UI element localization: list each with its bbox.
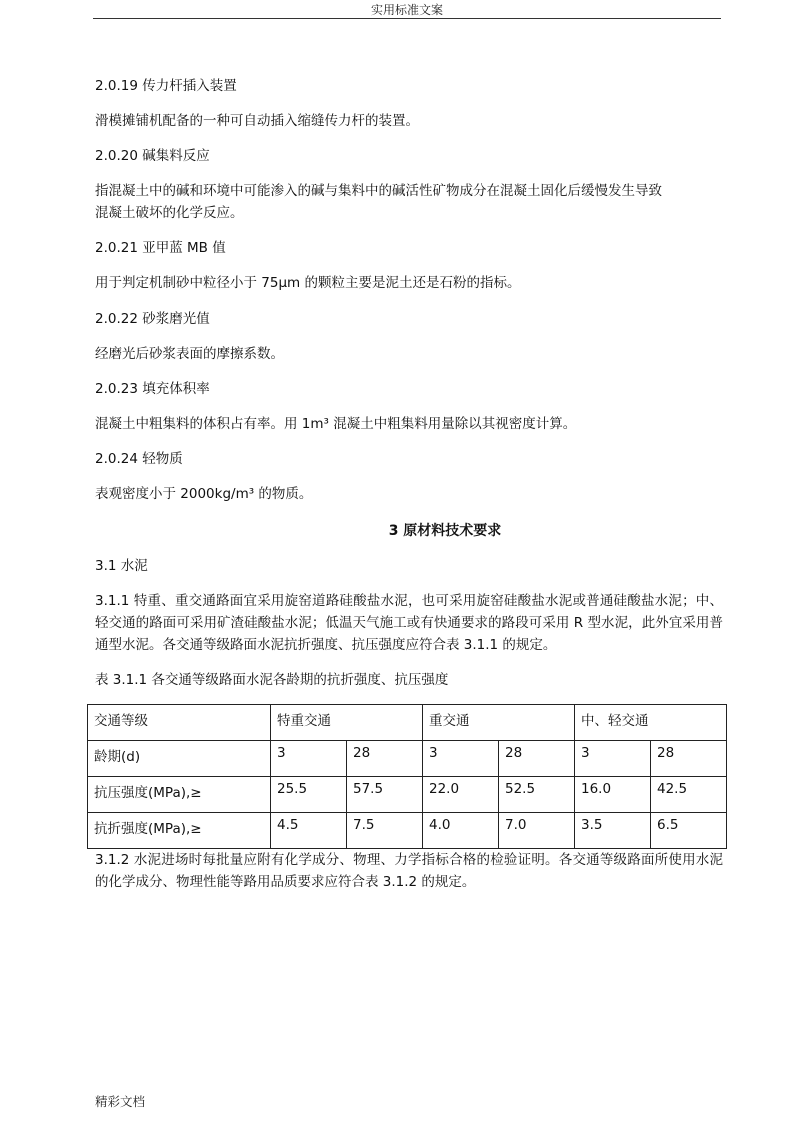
table-cell: 52.5 bbox=[499, 777, 575, 813]
header-cell: 中、轻交通 bbox=[575, 705, 727, 741]
header-rule bbox=[93, 18, 721, 19]
table-row bbox=[88, 777, 727, 813]
desc-2-0-20-line2: 混凝土破坏的化学反应。 bbox=[95, 205, 244, 221]
table-cell: 7.5 bbox=[347, 813, 423, 849]
header-cell: 交通等级 bbox=[88, 705, 271, 741]
table-cell: 28 bbox=[347, 741, 423, 777]
term-2-0-20: 2.0.20 碱集料反应 bbox=[95, 148, 210, 164]
term-2-0-21: 2.0.21 亚甲蓝 MB 值 bbox=[95, 240, 226, 256]
term-2-0-24: 2.0.24 轻物质 bbox=[95, 451, 183, 467]
table-cell: 3.5 bbox=[575, 813, 651, 849]
table-cell: 57.5 bbox=[347, 777, 423, 813]
paragraph-3-1-1: 3.1.1 特重、重交通路面宜采用旋窑道路硅酸盐水泥，也可采用旋窑硅酸盐水泥或普通硅酸盐水泥；中、轻交通的路面可采用矿渣硅酸盐水泥；低温天气施工或有快通要求的路段可采用 R 型水泥，此外宜采用普通型水泥。各交通等级路面水泥抗折强度、抗压强度应符合表 3.1.1 的规定。 bbox=[95, 593, 723, 653]
table-cell: 3 bbox=[575, 741, 651, 777]
table-cell: 22.0 bbox=[423, 777, 499, 813]
page-header: 实用标准文案 bbox=[370, 3, 443, 17]
table-header-row bbox=[88, 705, 727, 741]
table-cell: 4.0 bbox=[423, 813, 499, 849]
table-cell: 16.0 bbox=[575, 777, 651, 813]
page-footer: 精彩文档 bbox=[95, 1094, 146, 1109]
section-subtitle: 3.1 水泥 bbox=[95, 558, 148, 574]
section-title: 3 原材料技术要求 bbox=[388, 523, 502, 539]
table-cell: 6.5 bbox=[651, 813, 727, 849]
table-cell: 25.5 bbox=[271, 777, 347, 813]
desc-2-0-24: 表观密度小于 2000kg/m³ 的物质。 bbox=[95, 486, 313, 502]
table-cell: 3 bbox=[423, 741, 499, 777]
desc-2-0-22: 经磨光后砂浆表面的摩擦系数。 bbox=[95, 346, 284, 362]
row-label: 抗压强度(MPa),≥ bbox=[88, 777, 271, 813]
paragraph-3-1-2: 3.1.2 水泥进场时每批量应附有化学成分、物理、力学指标合格的检验证明。各交通等级路面所使用水泥的化学成分、物理性能等路用品质要求应符合表 3.1.2 的规定。 bbox=[95, 852, 723, 890]
desc-2-0-23: 混凝土中粗集料的体积占有率。用 1m³ 混凝土中粗集料用量除以其视密度计算。 bbox=[95, 416, 577, 432]
table-caption: 表 3.1.1 各交通等级路面水泥各龄期的抗折强度、抗压强度 bbox=[95, 672, 449, 688]
row-label: 龄期(d) bbox=[88, 741, 271, 777]
table-cell: 4.5 bbox=[271, 813, 347, 849]
desc-2-0-21: 用于判定机制砂中粒径小于 75μm 的颗粒主要是泥土还是石粉的指标。 bbox=[95, 275, 521, 291]
cement-strength-table bbox=[87, 704, 727, 849]
table-cell: 28 bbox=[651, 741, 727, 777]
header-cell: 特重交通 bbox=[271, 705, 423, 741]
term-2-0-19: 2.0.19 传力杆插入装置 bbox=[95, 78, 237, 94]
term-2-0-23: 2.0.23 填充体积率 bbox=[95, 381, 210, 397]
table-cell: 28 bbox=[499, 741, 575, 777]
table-row bbox=[88, 813, 727, 849]
desc-2-0-20-line1: 指混凝土中的碱和环境中可能渗入的碱与集料中的碱活性矿物成分在混凝土固化后缓慢发生导致 bbox=[95, 183, 662, 199]
term-2-0-22: 2.0.22 砂浆磨光值 bbox=[95, 311, 210, 327]
desc-2-0-19: 滑模摊铺机配备的一种可自动插入缩缝传力杆的装置。 bbox=[95, 113, 419, 129]
row-label: 抗折强度(MPa),≥ bbox=[88, 813, 271, 849]
table-row bbox=[88, 741, 727, 777]
table-cell: 42.5 bbox=[651, 777, 727, 813]
header-cell: 重交通 bbox=[423, 705, 575, 741]
table-cell: 7.0 bbox=[499, 813, 575, 849]
table-cell: 3 bbox=[271, 741, 347, 777]
